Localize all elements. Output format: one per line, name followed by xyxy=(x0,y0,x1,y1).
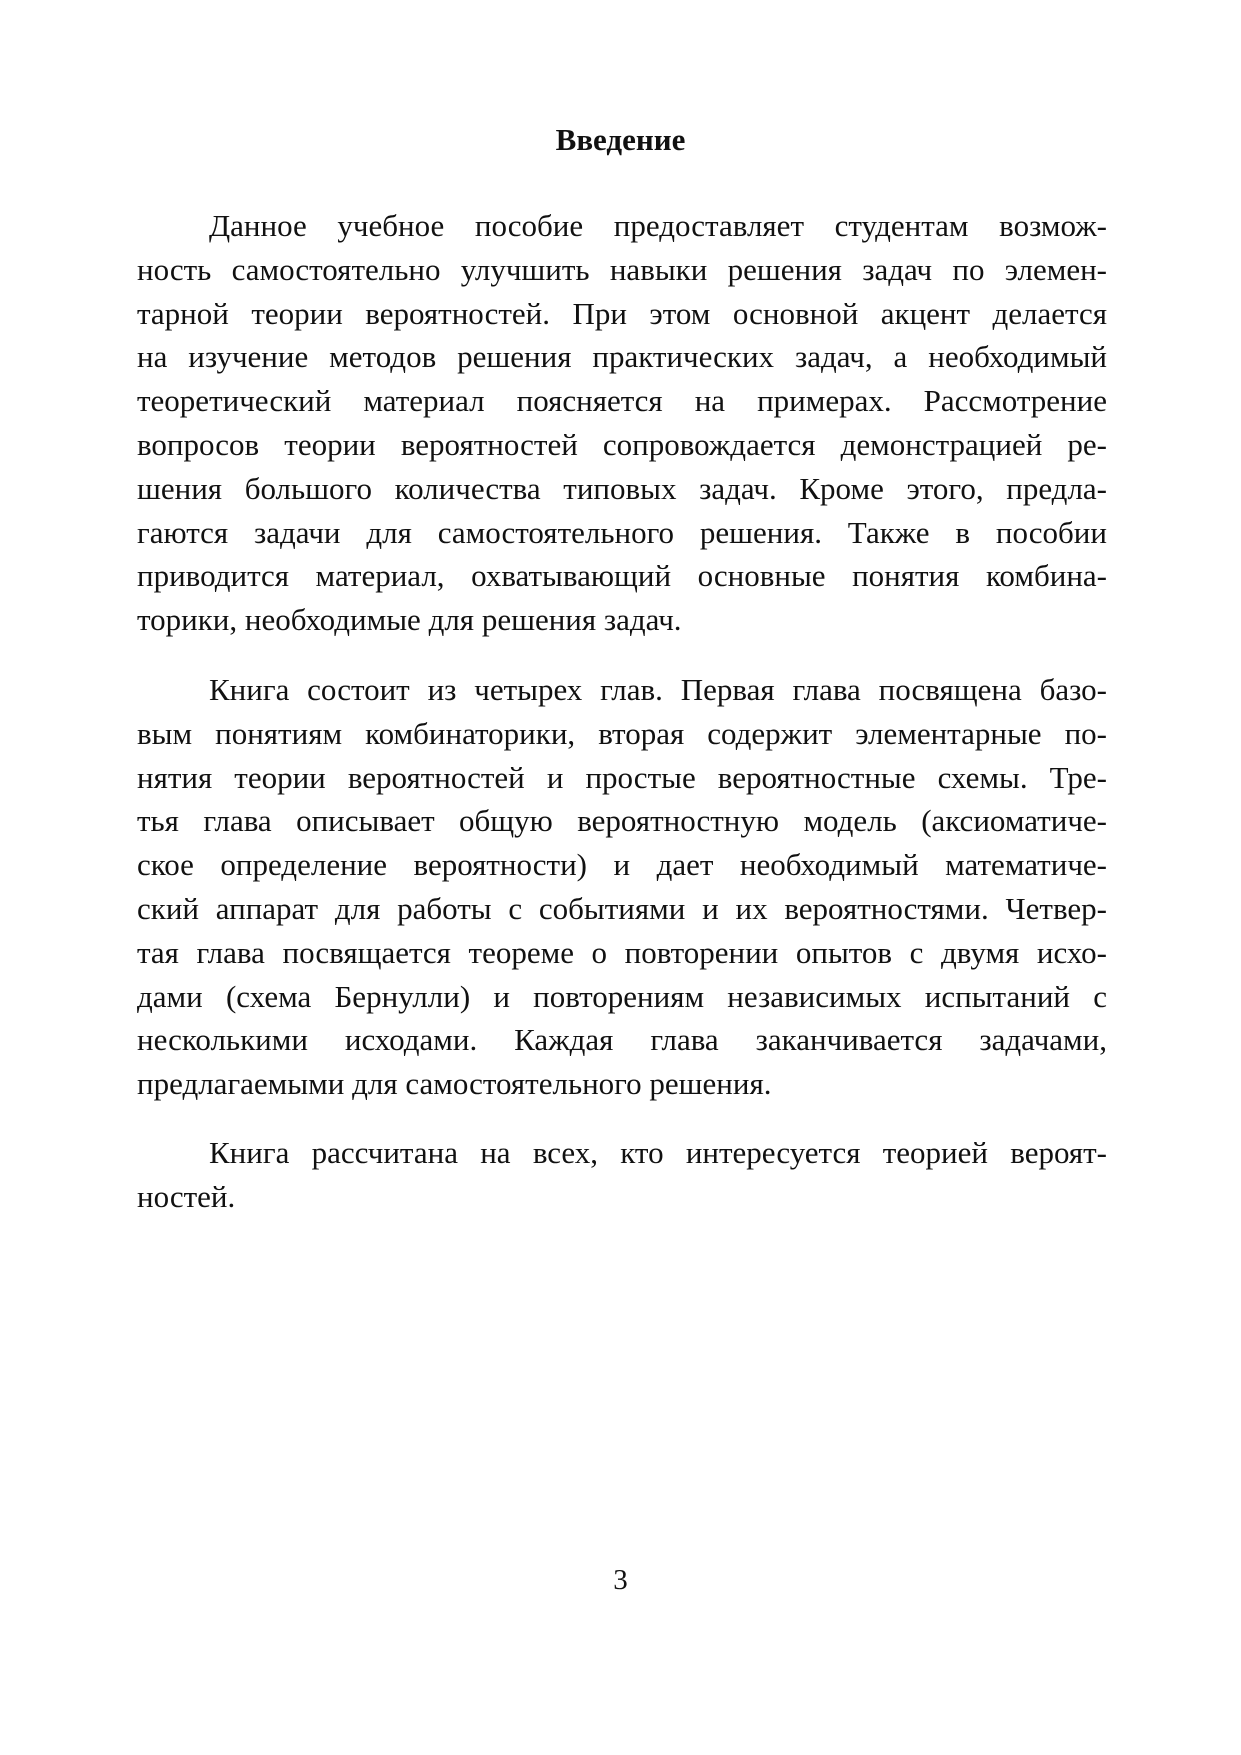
text-line: тья глава описывает общую вероятностную модель (аксиоматиче- xyxy=(137,803,1107,839)
section-title: Введение xyxy=(555,122,686,157)
text-line: торики, необходимые для решения задач. xyxy=(137,602,682,638)
text-line: дами (схема Бернулли) и повторениям независимых испытаний с xyxy=(137,978,1107,1014)
text-line: предлагаемыми для самостоятельного решения. xyxy=(137,1066,772,1102)
text-line: Книга рассчитана на всех, кто интересуется теорией вероят- xyxy=(209,1135,1107,1170)
text-line: теоретический материал поясняется на примерах. Рассмотрение xyxy=(137,383,1107,419)
text-line: ность самостоятельно улучшить навыки решения задач по элемен- xyxy=(137,251,1107,287)
text-line: нятия теории вероятностей и простые вероятностные схемы. Тре- xyxy=(137,759,1107,795)
text-line: на изучение методов решения практических задач, а необходимый xyxy=(137,339,1107,375)
text-line: приводится материал, охватывающий основные понятия комбина- xyxy=(137,558,1107,594)
text-line: несколькими исходами. Каждая глава заканчивается задачами, xyxy=(137,1022,1107,1058)
text-line: шения большого количества типовых задач. Кроме этого, предла- xyxy=(137,470,1107,506)
text-line: ское определение вероятности) и дает необходимый математиче- xyxy=(137,847,1107,883)
text-line: тая глава посвящается теореме о повторении опытов с двумя исхо- xyxy=(137,934,1107,970)
text-line: ностей. xyxy=(137,1178,236,1214)
paragraph-3 xyxy=(137,1131,1107,1219)
paragraph-1 xyxy=(137,204,1107,642)
text-line: тарной теории вероятностей. При этом основной акцент делается xyxy=(137,295,1107,331)
text-line: ский аппарат для работы с событиями и их вероятностями. Четвер- xyxy=(137,890,1107,926)
text-line: вым понятиям комбинаторики, вторая содержит элементарные по- xyxy=(137,715,1107,751)
text-line: Книга состоит из четырех глав. Первая глава посвящена базо- xyxy=(209,672,1107,707)
paragraph-2 xyxy=(137,668,1107,1106)
text-line: гаются задачи для самостоятельного решения. Также в пособии xyxy=(137,514,1107,550)
text-line: вопросов теории вероятностей сопровождается демонстрацией ре- xyxy=(137,426,1107,462)
page-number: 3 xyxy=(613,1564,628,1596)
text-line: Данное учебное пособие предоставляет студентам возмож- xyxy=(209,208,1107,243)
